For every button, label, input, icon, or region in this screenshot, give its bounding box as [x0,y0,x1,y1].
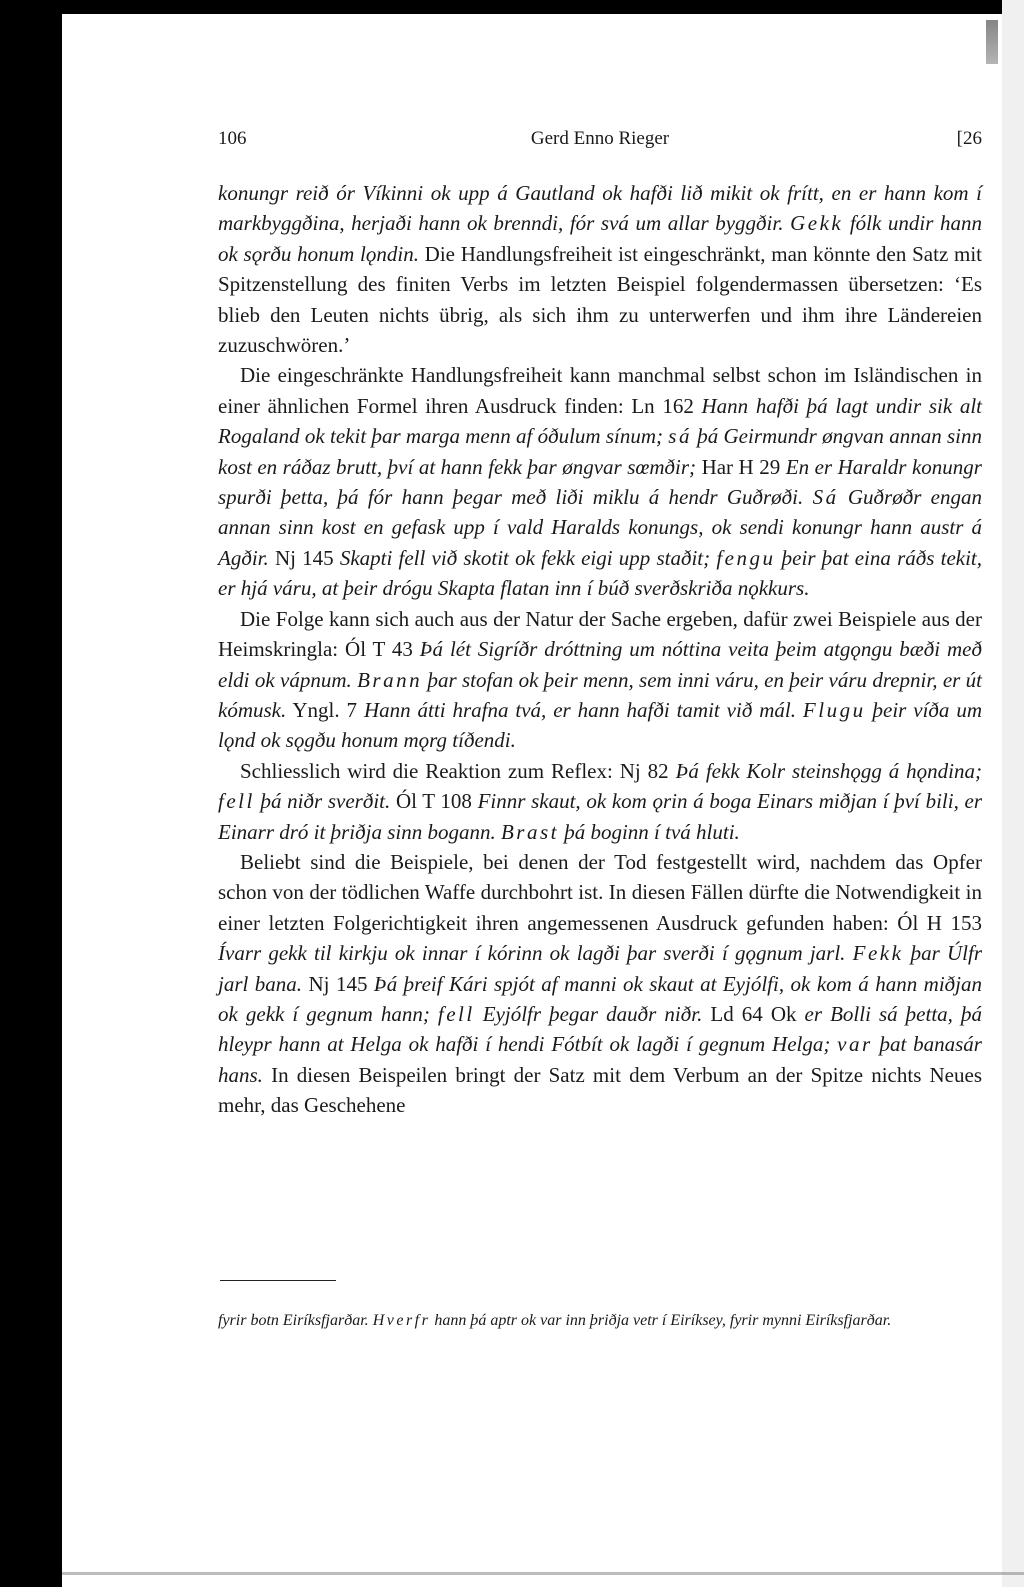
running-header [218,128,982,162]
text-run: Schliesslich wird die Reaktion zum Reflex: Nj 82 [240,758,676,783]
scan-border-top [0,0,1024,14]
scan-smudge [986,20,998,64]
spaced-emphasis-run: Brann [357,667,423,692]
italic-run: þat banasár hans. [218,1032,982,1087]
text-run: Nj 145 [268,545,340,570]
italic-run: þar Úlfr jarl bana. [218,941,982,996]
page-number: 106 [218,128,247,149]
text-run: In diesen Beispeilen bringt der Satz mit dem Verbum an der Spitze nichts Neues mehr, das Geschehene [218,1062,982,1118]
italic-run: Þá lét Sigríðr dróttning um nóttina veita þeim atgǫngu bæði með eldi ok vápnum. [218,637,982,692]
italic-run: Guðrøðr engan annan sinn kost en gefask upp í vald Haralds konungs, ok sendi konungr hann austr á Agðir. [218,485,982,570]
italic-run: Hann hafði þá lagt undir sik alt Rogaland ok tekit þar marga menn af óðulum sínum; [218,393,982,449]
paragraph [218,847,982,1121]
spaced-emphasis-run: sá [668,424,692,449]
italic-run: En er Haraldr konungr spurði þetta, þá fór hann þegar með liði miklu á hendr Guðrøði. [218,454,982,510]
italic-run: þar stofan ok þeir menn, sem inni váru, en þeir váru drepnir, er út kómusk. [218,667,983,722]
italic-run: Þá þreif Kári spjót af manni ok skaut at Eyjólfi, ok kom á hann miðjan ok gekk í gegnum hann; [218,971,982,1026]
spaced-emphasis-run: Fekk [852,941,904,966]
footnote-rule [220,1280,336,1281]
italic-run: hann þá aptr ok var inn þriðja vetr í Eiríksey, fyrir mynni Eiríksfjarðar. [430,1312,892,1329]
italic-run: Hann átti hrafna tvá, er hann hafði tamit við mál. [363,697,803,722]
italic-run: þeir þat eina ráðs tekit, er hjá váru, at þeir drógu Skapta flatan inn í búð sverðskriða nǫkkurs. [218,545,983,601]
italic-run: þá boginn í tvá hluti. [558,819,740,844]
spaced-emphasis-run: Sá [812,485,839,510]
spaced-emphasis-run: Flugu [802,697,866,722]
footnote-text [218,1308,982,1334]
italic-run: Þá fekk Kolr steinshǫgg á hǫndina; [675,758,982,783]
paragraph [218,360,982,603]
spaced-emphasis-run: Gekk [790,211,844,236]
scan-border-left [0,0,62,1587]
italic-run: Ívarr gekk til kirkju ok innar í kórinn ok lagði þar sverði í gǫgnum jarl. [218,941,853,966]
spaced-emphasis-run: Brast [500,819,559,844]
spaced-emphasis-run: Hverfr [372,1312,431,1329]
italic-run: þá niðr sverðit. [254,789,391,814]
body-text [218,178,982,1121]
italic-run: þá Geirmundr øngvan annan sinn kost en ráðaz brutt, því at hann fekk þar øngvar sœmðir; [218,424,982,479]
scan-border-right [1002,0,1024,1587]
italic-run: er Bolli sá þetta, þá hleypr hann at Helga ok hafði í hendi Fótbít ok lagði í gegnum Helga; [218,1001,982,1057]
text-run: Ól T 108 [390,789,478,814]
text-run: Die Folge kann sich auch aus der Natur der Sache ergeben, dafür zwei Beispiele aus der Heimskringla: Ól T 43 [218,606,982,662]
text-run: Die Handlungsfreiheit ist eingeschränkt, man könnte den Satz mit Spitzenstellung des finiten Verbs im letzten Beispiel folgendermassen übersetzen: ‘Es blieb den Leuten nichts übrig, als sich ihm zu unterwerfen und ihm ihre Ländereien zuzuschwören.’ [218,241,982,358]
paragraph [218,604,982,756]
italic-run: konungr reið ór Víkinni ok upp á Gautland ok hafði lið mikit ok frítt, en er hann kom í markbyggðina, herjaði hann ok brenndi, fór svá um allar byggðir. [218,181,982,236]
italic-run: þeir víða um lǫnd ok sǫgðu honum mǫrg tíðendi. [218,697,982,753]
text-run: Har H 29 [696,454,786,479]
spaced-emphasis-run: fengu [716,545,776,570]
section-ref: [26 [956,128,982,149]
text-run: Beliebt sind die Beispiele, bei denen der Tod festgestellt wird, nachdem das Opfer schon von der tödlichen Waffe durchbohrt ist. In diesen Fällen dürfte die Notwendigkeit in einer letzten Folgerichtigkeit ihren angemessenen Ausdruck gefunden haben: Ól H 153 [218,849,982,935]
running-title: Gerd Enno Rieger [530,128,670,149]
italic-run: fólk undir hann ok sǫrðu honum lǫndin. [218,211,983,266]
spaced-emphasis-run: fell [218,789,255,814]
text-run: Yngl. 7 [286,697,364,722]
text-run: Nj 145 [302,971,374,996]
spaced-emphasis-run: fell [437,1001,475,1026]
spaced-emphasis-run: var [837,1032,873,1057]
italic-run: fyrir botn Eiríksfjarðar. [218,1312,373,1329]
text-run: Die eingeschränkte Handlungsfreiheit kann manchmal selbst schon im Isländischen in einer ähnlichen Formel ihren Ausdruck finden: Ln 162 [218,363,982,418]
footnote [218,1308,982,1334]
paragraph [218,756,982,847]
paragraph [218,178,982,360]
italic-run: Finnr skaut, ok kom ǫrin á boga Einars miðjan í því bili, er Einarr dró it þriðja sinn bogann. [218,789,982,844]
italic-run: Eyjólfr þegar dauðr niðr. [474,1001,703,1026]
text-run: Ld 64 Ok [702,1001,805,1026]
scan-edge-bottom [62,1572,1024,1575]
italic-run: Skapti fell við skotit ok fekk eigi upp staðit; [339,545,717,570]
